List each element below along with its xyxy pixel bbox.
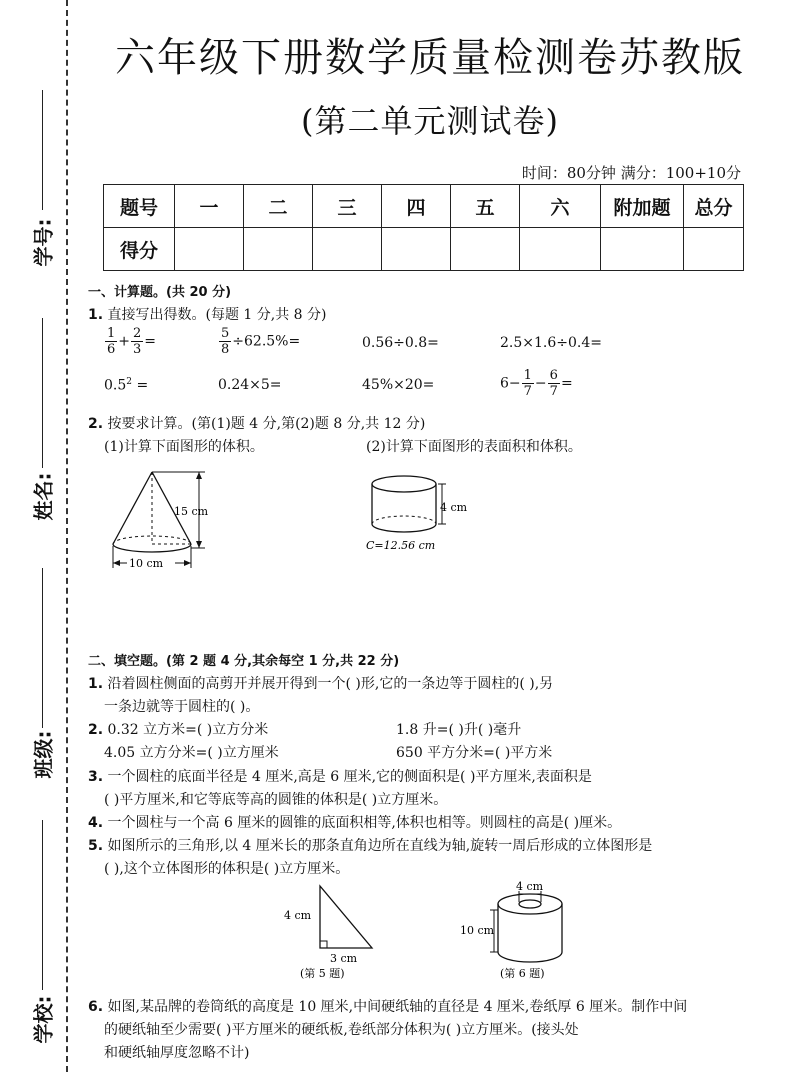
school-label: 学校: — [31, 995, 56, 1044]
exponent: 2 — [126, 377, 132, 387]
cone-base-front — [113, 544, 191, 552]
question-text: 直接写出得数。(每题 1 分,共 8 分) — [107, 307, 327, 323]
page-subtitle: (第二单元测试卷) — [301, 102, 559, 140]
score-table — [103, 184, 744, 271]
question-number: 6. — [88, 999, 104, 1015]
paper-roll-figure — [458, 880, 588, 980]
denominator: 7 — [549, 384, 558, 399]
s1-q2-part2: (2)计算下面图形的表面积和体积。 — [366, 439, 582, 455]
score-header-row — [104, 185, 744, 228]
student-no-label: 学号: — [31, 218, 56, 267]
calc-item — [218, 326, 300, 357]
right-triangle — [320, 886, 372, 948]
equals: = — [132, 377, 149, 394]
question-text: 一个圆柱与一个高 6 厘米的圆锥的底面积相等,体积也相等。则圆柱的高是( )厘米。 — [107, 815, 622, 831]
numerator: 1 — [523, 368, 532, 383]
cylinder-bottom-back — [372, 516, 436, 524]
height-arrow-up — [196, 472, 202, 479]
score-header-cell: 一 — [175, 185, 244, 228]
score-cell[interactable] — [601, 228, 684, 271]
s1-q2-part1: (1)计算下面图形的体积。 — [104, 439, 264, 455]
s2-question1 — [88, 673, 553, 693]
s2-q2-item: 1.8 升=( )升( )毫升 — [396, 722, 522, 738]
s2-question4 — [88, 812, 621, 832]
section1-title: 一、计算题。(共 20 分) — [88, 285, 232, 300]
name-line — [42, 318, 43, 468]
score-header-cell: 附加题 — [601, 185, 684, 228]
score-header-cell: 四 — [382, 185, 451, 228]
s2-question3 — [88, 766, 592, 786]
binding-dashed-line — [66, 0, 68, 1072]
question-number: 2. — [88, 722, 104, 738]
equals: = — [144, 333, 157, 350]
name-label: 姓名: — [31, 472, 56, 521]
numerator: 6 — [549, 368, 558, 383]
roll-top-inner — [519, 900, 541, 908]
s2-question5 — [88, 835, 652, 855]
score-header-cell: 题号 — [104, 185, 175, 228]
score-header-cell: 五 — [451, 185, 520, 228]
page-title: 六年级下册数学质量检测卷苏教版 — [115, 35, 745, 81]
s1-question2 — [88, 413, 425, 433]
school-line — [42, 820, 43, 990]
question-number: 2. — [88, 416, 104, 432]
expression-rest: ÷62.5%= — [232, 333, 301, 350]
calc-item: 0.56÷0.8= — [362, 335, 439, 351]
triangle-side-label: 4 cm — [284, 909, 312, 922]
s2-q6-line3: 和硬纸轴厚度忽略不计) — [104, 1045, 250, 1061]
score-cell[interactable] — [684, 228, 744, 271]
s2-question6 — [88, 996, 687, 1016]
s2-q2-item: 650 平方分米=( )平方米 — [396, 745, 553, 761]
right-angle-mark — [320, 941, 327, 948]
student-no-line — [42, 90, 43, 210]
roll-bottom — [498, 952, 562, 962]
score-header-cell: 三 — [313, 185, 382, 228]
question-number: 1. — [88, 307, 104, 323]
numerator: 1 — [107, 326, 116, 341]
score-cell[interactable] — [520, 228, 601, 271]
score-header-cell: 总分 — [684, 185, 744, 228]
height-arrow-down — [196, 541, 202, 548]
question-text: 如图所示的三角形,以 4 厘米长的那条直角边所在直线为轴,旋转一周后形成的立体图形是 — [107, 838, 653, 854]
score-cell[interactable] — [313, 228, 382, 271]
question-text: 按要求计算。(第(1)题 4 分,第(2)题 8 分,共 12 分) — [107, 416, 426, 432]
calc-item — [104, 377, 148, 394]
section2-title: 二、填空题。(第 2 题 4 分,其余每空 1 分,共 22 分) — [88, 654, 400, 669]
cylinder-bottom-front — [372, 524, 436, 532]
s2-q3-line2: ( )平方厘米,和它等底等高的圆锥的体积是( )立方厘米。 — [104, 792, 448, 808]
diameter-arrow-right — [184, 560, 191, 566]
calc-item: 45%×20= — [362, 377, 435, 393]
cylinder-circumference-label: C=12.56 cm — [366, 539, 436, 552]
question-text: 沿着圆柱侧面的高剪开并展开得到一个( )形,它的一条边等于圆柱的( ),另 — [107, 676, 554, 692]
roll-height-label: 10 cm — [460, 924, 495, 937]
denominator: 3 — [133, 342, 142, 357]
fraction — [105, 326, 117, 357]
roll-top-label: 4 cm — [516, 880, 544, 893]
cone-edge-left — [113, 472, 152, 544]
score-header-cell: 二 — [244, 185, 313, 228]
cone-figure — [105, 468, 235, 573]
s1-question1 — [88, 304, 327, 324]
triangle-base-label: 3 cm — [330, 952, 358, 965]
question-text: 如图,某品牌的卷筒纸的高度是 10 厘米,中间硬纸轴的直径是 4 厘米,卷纸厚 6 厘米。制作中间 — [107, 999, 688, 1015]
numerator: 2 — [133, 326, 142, 341]
denominator: 7 — [523, 384, 532, 399]
score-header-cell: 六 — [520, 185, 601, 228]
question-number: 4. — [88, 815, 104, 831]
s2-q1-line2: 一条边就等于圆柱的( )。 — [104, 699, 260, 715]
triangle-figure — [282, 880, 392, 980]
denominator: 8 — [221, 342, 230, 357]
fraction — [522, 368, 534, 399]
question-text: 0.32 立方米=( )立方分米 — [107, 722, 269, 738]
s2-q2-item: 4.05 立方分米=( )立方厘米 — [104, 745, 279, 761]
figure5-caption: (第 5 题) — [300, 967, 345, 980]
operator: + — [118, 333, 131, 350]
operator: − — [534, 375, 547, 392]
score-cell[interactable] — [244, 228, 313, 271]
time-info: 时间：80分钟 满分：100+10分 — [521, 164, 741, 182]
s2-question2 — [88, 719, 268, 739]
question-number: 1. — [88, 676, 104, 692]
question-number: 3. — [88, 769, 104, 785]
figure6-caption: (第 6 题) — [500, 967, 545, 980]
calc-item — [500, 368, 573, 399]
score-row-label: 得分 — [104, 228, 175, 271]
numerator: 5 — [221, 326, 230, 341]
cylinder-height-label: 4 cm — [440, 501, 468, 514]
s2-q5-line2: ( ),这个立体图形的体积是( )立方厘米。 — [104, 861, 350, 877]
cone-diameter-label: 10 cm — [129, 557, 164, 570]
question-number: 5. — [88, 838, 104, 854]
roll-top-outer — [498, 894, 562, 914]
score-row — [104, 228, 744, 271]
score-cell[interactable] — [382, 228, 451, 271]
class-label: 班级: — [31, 730, 56, 779]
s2-q6-line2: 的硬纸轴至少需要( )平方厘米的硬纸板,卷纸部分体积为( )立方厘米。(接头处 — [104, 1022, 579, 1038]
fraction — [131, 326, 143, 357]
calc-item — [104, 326, 156, 357]
score-cell[interactable] — [175, 228, 244, 271]
cylinder-top — [372, 476, 436, 492]
calc-item: 2.5×1.6÷0.4= — [500, 335, 602, 351]
cone-height-label: 15 cm — [174, 505, 209, 518]
question-text: 一个圆柱的底面半径是 4 厘米,高是 6 厘米,它的侧面积是( )平方厘米,表面积是 — [107, 769, 592, 785]
lead: 6− — [500, 375, 521, 392]
class-line — [42, 568, 43, 728]
cylinder-figure — [362, 470, 492, 560]
fraction — [548, 368, 560, 399]
denominator: 6 — [107, 342, 116, 357]
diameter-arrow-left — [113, 560, 120, 566]
base: 0.5 — [104, 377, 127, 394]
calc-item: 0.24×5= — [218, 377, 282, 393]
score-cell[interactable] — [451, 228, 520, 271]
fraction — [219, 326, 231, 357]
equals: = — [560, 375, 573, 392]
